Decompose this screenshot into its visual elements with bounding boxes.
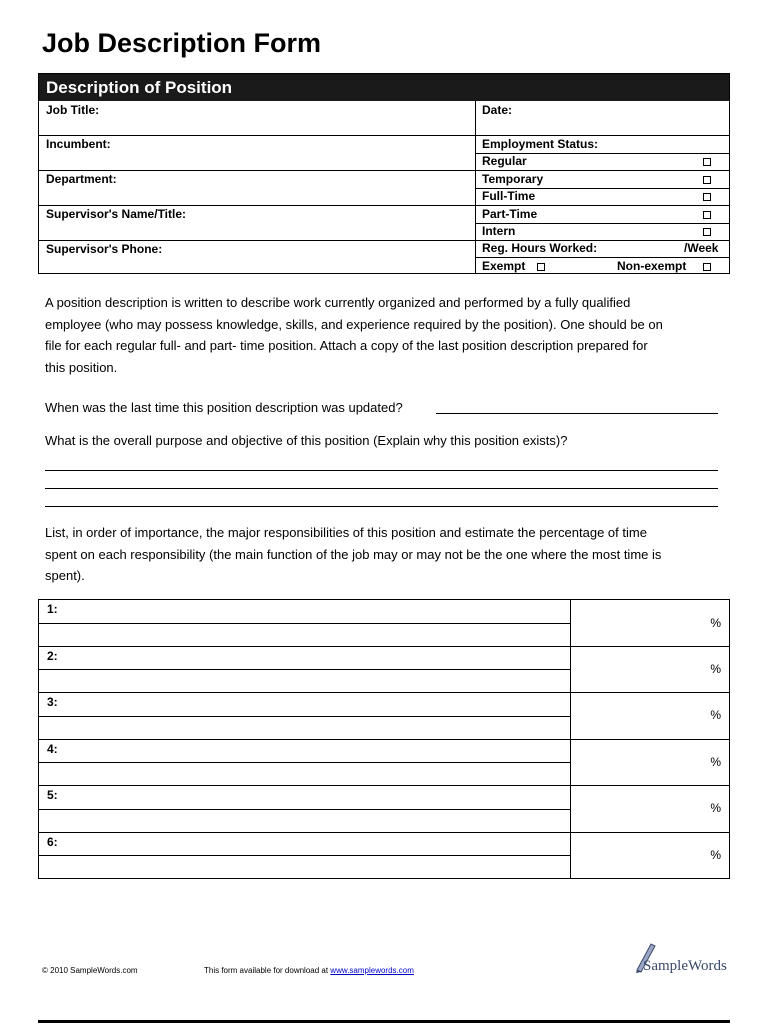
supervisor-name-field[interactable]: Supervisor's Name/Title: <box>46 207 187 221</box>
responsibility-percent[interactable]: % <box>710 616 721 630</box>
row-divider <box>39 646 729 647</box>
footer-available-text: This form available for download at <box>204 966 329 975</box>
purpose-answer-line[interactable] <box>45 506 718 507</box>
row-divider <box>39 739 729 740</box>
row-divider <box>39 832 729 833</box>
non-exempt-checkbox[interactable] <box>703 263 711 271</box>
status-intern-checkbox[interactable] <box>703 228 711 236</box>
responsibility-percent[interactable]: % <box>710 662 721 676</box>
row-divider <box>475 257 729 258</box>
row-divider <box>475 170 729 171</box>
row-divider <box>39 809 570 810</box>
status-fulltime-label: Full-Time <box>482 189 536 203</box>
row-divider <box>39 623 570 624</box>
job-title-field[interactable]: Job Title: <box>46 103 100 117</box>
row-divider <box>39 669 570 670</box>
responsibility-percent[interactable]: % <box>710 755 721 769</box>
row-divider <box>39 785 729 786</box>
responsibility-number: 5: <box>47 788 58 802</box>
position-header: Description of Position <box>39 74 729 101</box>
status-fulltime-checkbox[interactable] <box>703 193 711 201</box>
responsibilities-intro-line: spent). <box>45 568 85 583</box>
reg-hours-label: Reg. Hours Worked: <box>482 241 598 255</box>
responsibility-percent[interactable]: % <box>710 708 721 722</box>
intro-line: this position. <box>45 359 118 375</box>
date-field[interactable]: Date: <box>482 103 513 117</box>
intro-line: file for each regular full- and part- time position. Attach a copy of the last position description prepared for <box>45 338 648 353</box>
row-divider <box>475 135 729 136</box>
responsibilities-intro <box>45 522 725 587</box>
responsibilities-intro-line: List, in order of importance, the major responsibilities of this position and estimate the percentage of time <box>45 525 647 540</box>
purpose-answer-line[interactable] <box>45 488 718 489</box>
status-regular-checkbox[interactable] <box>703 158 711 166</box>
samplewords-logo[interactable] <box>633 940 733 980</box>
row-divider <box>475 205 729 206</box>
exempt-label: Exempt <box>482 259 526 273</box>
row-divider <box>39 692 729 693</box>
responsibility-number: 1: <box>47 602 58 616</box>
intro-line: employee (who may possess knowledge, skills, and experience required by the position). One should be on <box>45 316 663 332</box>
status-parttime-checkbox[interactable] <box>703 211 711 219</box>
row-divider <box>39 762 570 763</box>
footer-available <box>204 966 414 975</box>
supervisor-phone-field[interactable]: Supervisor's Phone: <box>46 242 163 256</box>
non-exempt-label: Non-exempt <box>617 259 687 273</box>
responsibilities-table <box>38 599 730 879</box>
exempt-checkbox[interactable] <box>537 263 545 271</box>
responsibility-percent[interactable]: % <box>710 801 721 815</box>
status-regular-label: Regular <box>482 154 527 168</box>
row-divider <box>39 240 475 241</box>
intro-paragraph <box>45 292 725 378</box>
footer-copyright: © 2010 SampleWords.com <box>42 966 138 975</box>
row-divider <box>39 855 570 856</box>
position-table <box>38 73 730 274</box>
status-intern-label: Intern <box>482 224 516 238</box>
status-temporary-checkbox[interactable] <box>703 176 711 184</box>
footer-link[interactable]: www.samplewords.com <box>330 966 414 975</box>
row-divider <box>39 205 475 206</box>
incumbent-field[interactable]: Incumbent: <box>46 137 111 151</box>
responsibility-number: 4: <box>47 742 58 756</box>
department-field[interactable]: Department: <box>46 172 117 186</box>
question-updated: When was the last time this position description was updated? <box>45 400 403 415</box>
intro-line: A position description is written to describe work currently organized and performed by a fully qualified <box>45 295 631 310</box>
employment-status-label: Employment Status: <box>482 137 599 151</box>
responsibility-percent[interactable]: % <box>710 848 721 862</box>
responsibility-number: 3: <box>47 695 58 709</box>
row-divider <box>39 716 570 717</box>
status-temporary-label: Temporary <box>482 172 544 186</box>
question-purpose: What is the overall purpose and objective of this position (Explain why this position exists)? <box>45 433 568 448</box>
updated-answer-line[interactable] <box>436 413 718 414</box>
row-divider <box>39 170 475 171</box>
responsibility-number: 2: <box>47 649 58 663</box>
responsibility-number: 6: <box>47 835 58 849</box>
logo-wordmark: SampleWords <box>643 958 727 974</box>
row-divider <box>39 135 475 136</box>
purpose-answer-line[interactable] <box>45 470 718 471</box>
reg-hours-unit: /Week <box>684 241 719 255</box>
responsibilities-intro-line: spent on each responsibility (the main function of the job may or may not be the one where the most time is <box>45 546 662 562</box>
page-title: Job Description Form <box>42 28 322 58</box>
bottom-rule <box>38 1020 730 1023</box>
status-parttime-label: Part-Time <box>482 207 538 221</box>
